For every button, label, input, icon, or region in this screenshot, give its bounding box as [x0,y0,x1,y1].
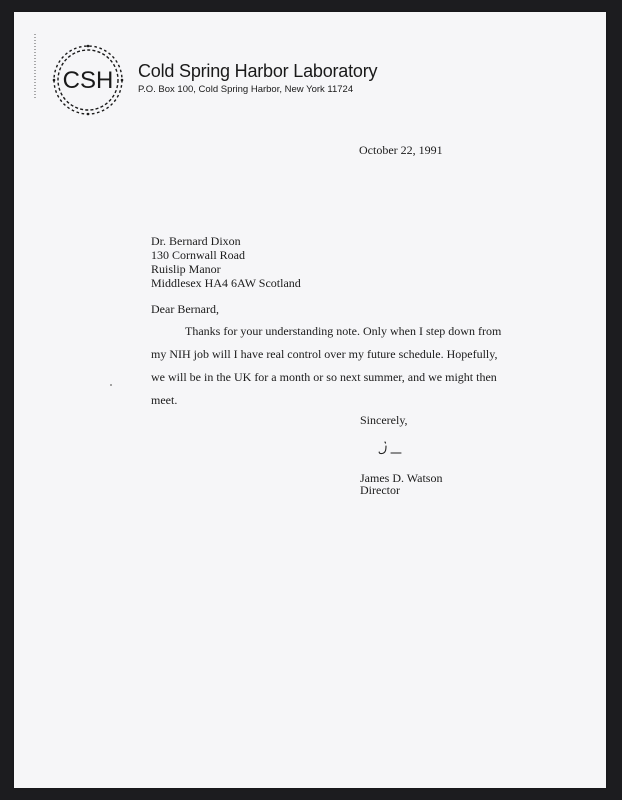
salutation: Dear Bernard, [151,302,219,316]
recipient-line: Middlesex HA4 6AW Scotland [151,276,301,290]
csh-logo [50,40,126,120]
recipient-line: 130 Cornwall Road [151,248,245,262]
recipient-address [151,234,301,290]
signature-block [360,472,442,496]
recipient-line: Ruislip Manor [151,262,221,276]
organization-address: P.O. Box 100, Cold Spring Harbor, New York 11724 [138,84,354,95]
organization-name: Cold Spring Harbor Laboratory [138,61,378,81]
paper-speck [110,384,112,386]
margin-mark [34,34,36,100]
logo-text: CSH [62,67,114,94]
body-line: we will be in the UK for a month or so next summer, and we might then [151,370,497,384]
recipient-line: Dr. Bernard Dixon [151,234,241,248]
letter-page [14,12,606,788]
letter-date: October 22, 1991 [359,143,443,157]
signer-name: James D. Watson [360,471,443,485]
handwritten-initial-signature [376,439,412,459]
body-line: meet. [151,393,178,407]
body-line: my NIH job will I have real control over my future schedule. Hopefully, [151,347,498,361]
closing: Sincerely, [360,413,408,427]
signer-title: Director [360,483,400,497]
body-line: Thanks for your understanding note. Only when I step down from [185,324,502,338]
